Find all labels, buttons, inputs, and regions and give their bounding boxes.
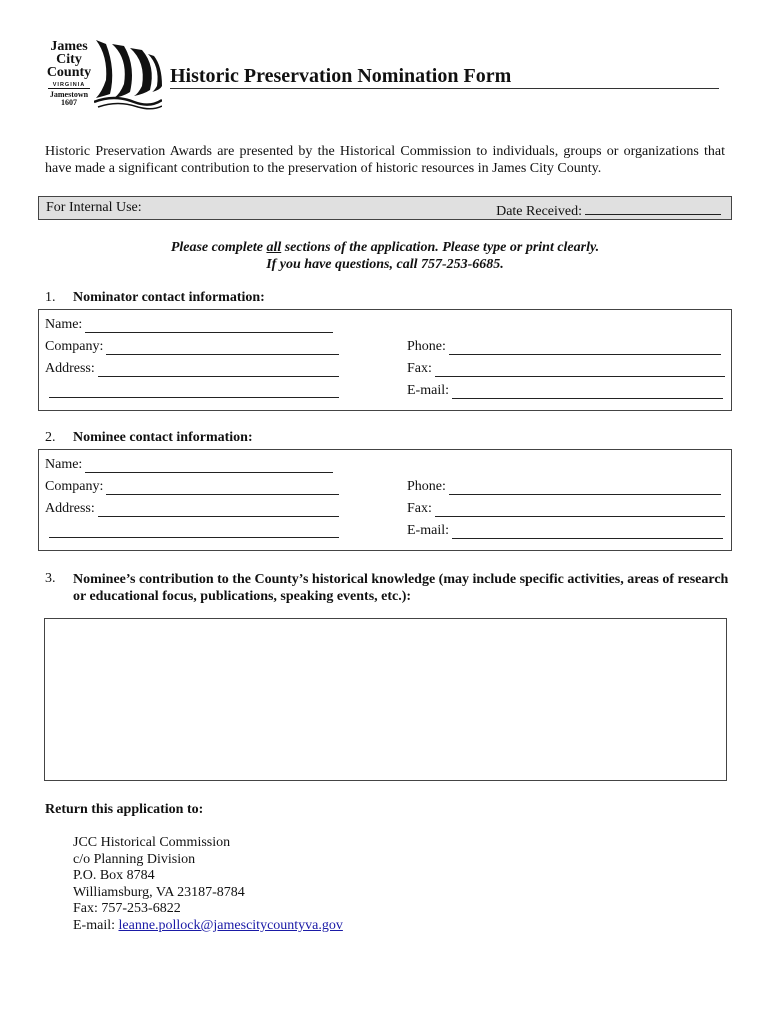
name-label: Name: (45, 317, 83, 332)
section-title-contribution: Nominee’s contribution to the County’s historical knowledge (may include specific activities, areas of research or educational focus, publications, speaking events, etc.): (73, 572, 729, 604)
address-label: Address: (45, 361, 95, 376)
phone-label: Phone: (407, 479, 446, 494)
logo-text-line: VIRGINIA (52, 82, 86, 88)
address-line[interactable] (98, 502, 339, 517)
nominee-fax-field[interactable] (407, 501, 725, 517)
nominator-address-line-2[interactable] (49, 383, 339, 398)
logo-text-line: Jamestown (49, 90, 89, 99)
return-address-line: JCC Historical Commission (73, 835, 231, 850)
nominator-phone-field[interactable] (407, 339, 721, 355)
company-label: Company: (45, 479, 104, 494)
phone-label: Phone: (407, 339, 446, 354)
instructions-text: Please complete (170, 240, 267, 255)
email-line[interactable] (452, 384, 723, 399)
name-label: Name: (45, 457, 83, 472)
address-line[interactable] (98, 362, 339, 377)
company-label: Company: (45, 339, 104, 354)
section-title-nominee: Nominee contact information: (73, 430, 253, 445)
phone-line[interactable] (449, 480, 721, 495)
name-line[interactable] (85, 318, 333, 333)
internal-use-label: For Internal Use: (46, 200, 142, 215)
section-number: 3. (45, 571, 56, 586)
return-email (73, 918, 343, 934)
logo-text-line: County (46, 65, 92, 80)
nominee-address-field[interactable] (45, 501, 339, 517)
internal-use-bar (38, 196, 732, 220)
email-label: E-mail: (407, 523, 449, 538)
logo-text-line: City (56, 52, 82, 67)
section-number: 1. (45, 290, 56, 305)
instructions-line-2: If you have questions, call 757-253-6685. (266, 257, 504, 272)
name-line[interactable] (85, 458, 333, 473)
page-title: Historic Preservation Nomination Form (170, 65, 512, 87)
nominator-email-field[interactable] (407, 383, 723, 399)
phone-line[interactable] (449, 340, 721, 355)
section-number: 2. (45, 430, 56, 445)
address-line-2[interactable] (49, 523, 339, 538)
nominator-name-field[interactable] (45, 317, 333, 333)
address-line-2[interactable] (49, 383, 339, 398)
nominator-contact-box (38, 309, 732, 411)
nominator-fax-field[interactable] (407, 361, 725, 377)
nominee-name-field[interactable] (45, 457, 333, 473)
nominator-address-field[interactable] (45, 361, 339, 377)
return-address-line: P.O. Box 8784 (73, 868, 155, 883)
nominee-company-field[interactable] (45, 479, 339, 495)
date-received-field (496, 200, 721, 220)
nominator-company-field[interactable] (45, 339, 339, 355)
fax-line[interactable] (435, 502, 725, 517)
address-label: Address: (45, 501, 95, 516)
return-email-label: E-mail: (73, 918, 119, 933)
email-line[interactable] (452, 524, 723, 539)
fax-label: Fax: (407, 501, 432, 516)
logo-text-line: 1607 (61, 98, 77, 107)
instructions-line-1 (0, 240, 770, 256)
return-fax: Fax: 757-253-6822 (73, 901, 181, 916)
fax-label: Fax: (407, 361, 432, 376)
county-logo (40, 36, 162, 110)
date-received-line (585, 200, 721, 215)
email-label: E-mail: (407, 383, 449, 398)
date-received-label: Date Received: (496, 204, 582, 219)
email-link[interactable]: leanne.pollock@jamescitycountyva.gov (118, 918, 343, 933)
nominee-phone-field[interactable] (407, 479, 721, 495)
instructions-text: sections of the application. Please type or print clearly. (281, 240, 600, 255)
nominee-email-field[interactable] (407, 523, 723, 539)
nominee-contact-box (38, 449, 732, 551)
logo-divider (48, 88, 90, 89)
return-address-line: Williamsburg, VA 23187-8784 (73, 885, 245, 900)
company-line[interactable] (106, 480, 339, 495)
nominee-address-line-2[interactable] (49, 523, 339, 538)
instructions-emphasis: all (266, 240, 282, 255)
return-address-line: c/o Planning Division (73, 852, 196, 867)
title-divider (170, 88, 719, 89)
return-heading: Return this application to: (45, 802, 204, 817)
contribution-textarea[interactable] (44, 618, 727, 781)
company-line[interactable] (106, 340, 339, 355)
logo-text-line: James (50, 39, 88, 54)
ship-sails-icon (94, 36, 162, 110)
section-title-nominator: Nominator contact information: (73, 290, 265, 305)
fax-line[interactable] (435, 362, 725, 377)
intro-paragraph: Historic Preservation Awards are presented by the Historical Commission to individuals, groups or organizations that have made a significant contribution to the preservation of historic resources in James City County. (45, 144, 725, 176)
